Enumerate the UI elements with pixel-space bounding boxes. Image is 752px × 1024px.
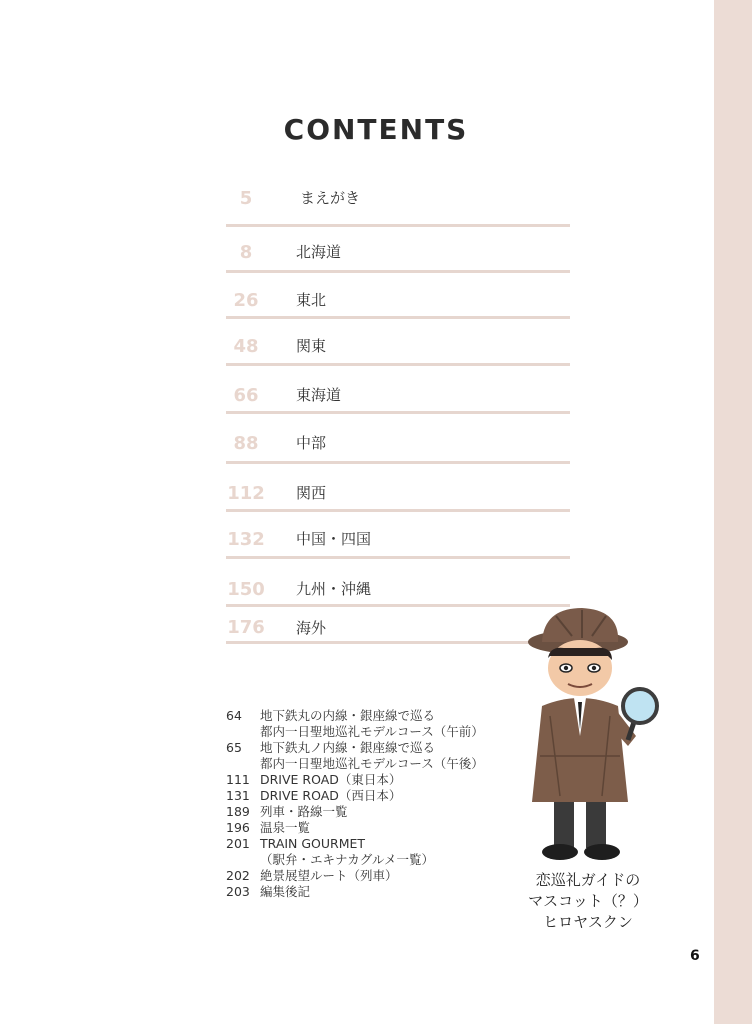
toc-item[interactable]: [226, 334, 570, 378]
extra-page-number: 202: [226, 868, 250, 883]
toc-divider: [226, 224, 570, 227]
extra-item-label: 列車・路線一覧: [260, 804, 348, 819]
toc-item[interactable]: [226, 481, 570, 525]
extra-item[interactable]: [226, 820, 516, 836]
hat-crown: [542, 608, 618, 642]
left-pupil: [564, 666, 568, 670]
extra-page-number: 131: [226, 788, 250, 803]
extra-item[interactable]: [226, 804, 516, 820]
toc-page-number: 132: [227, 529, 265, 550]
extra-page-number: 64: [226, 708, 242, 723]
side-color-strip: [714, 0, 752, 1024]
toc-page-number: 176: [227, 617, 265, 638]
toc-divider: [226, 604, 570, 607]
extra-page-number: 201: [226, 836, 250, 851]
extra-item[interactable]: [226, 788, 516, 804]
toc-divider: [226, 509, 570, 512]
left-shoe: [542, 844, 578, 860]
extra-item[interactable]: [226, 852, 516, 868]
extra-item-label: （駅弁・エキナカグルメ一覧）: [260, 852, 435, 867]
toc-item-label: 関西: [296, 484, 327, 502]
supplementary-contents: [226, 708, 516, 900]
toc-divider: [226, 363, 570, 366]
toc-item[interactable]: [226, 383, 570, 427]
toc-page-number: 48: [233, 336, 259, 357]
caption-line: マスコット（？）: [528, 892, 648, 910]
extra-item-label: 都内一日聖地巡礼モデルコース（午前）: [260, 724, 484, 739]
right-pupil: [592, 666, 596, 670]
page-number: 6: [690, 948, 700, 964]
extra-item-label: DRIVE ROAD（東日本）: [260, 772, 402, 787]
extra-item-label: 地下鉄丸ノ内線・銀座線で巡る: [260, 740, 436, 755]
right-shoe: [584, 844, 620, 860]
extra-item-label: 編集後記: [260, 884, 311, 899]
toc-item-label: 中部: [296, 434, 327, 452]
extra-item-label: 温泉一覧: [260, 820, 311, 835]
toc-item[interactable]: [226, 431, 570, 475]
extra-item-label: 絶景展望ルート（列車）: [260, 868, 398, 883]
extra-item[interactable]: [226, 724, 516, 740]
extra-page-number: 203: [226, 884, 250, 899]
toc-item[interactable]: [226, 617, 570, 649]
extra-item[interactable]: [226, 884, 516, 900]
extra-item[interactable]: [226, 740, 516, 756]
toc-item[interactable]: [226, 288, 570, 332]
extra-item-label: 地下鉄丸の内線・銀座線で巡る: [260, 708, 436, 723]
detective-mascot-illustration: [520, 606, 670, 862]
toc-divider: [226, 270, 570, 273]
toc-item[interactable]: [226, 186, 570, 230]
magnifier-icon: [623, 689, 657, 723]
mascot-caption: [512, 870, 664, 933]
toc-item-label: 関東: [296, 337, 327, 355]
toc-page-number: 66: [233, 385, 259, 406]
extra-item[interactable]: [226, 868, 516, 884]
toc-item-label: 中国・四国: [296, 530, 372, 548]
toc-page-number: 112: [227, 483, 265, 504]
toc-item-label: 北海道: [296, 243, 342, 261]
extra-item[interactable]: [226, 772, 516, 788]
toc-item[interactable]: [226, 577, 570, 617]
left-leg: [554, 802, 574, 848]
caption-line: 恋巡礼ガイドの: [535, 871, 641, 889]
extra-item[interactable]: [226, 756, 516, 772]
toc-page-number: 5: [239, 188, 253, 209]
toc-item-label: まえがき: [300, 189, 361, 207]
toc-page-number: 8: [239, 242, 253, 263]
toc-divider: [226, 556, 570, 559]
toc-item-label: 東海道: [296, 386, 342, 404]
toc-item[interactable]: [226, 527, 570, 571]
extra-page-number: 196: [226, 820, 250, 835]
extra-page-number: 189: [226, 804, 250, 819]
toc-item-label: 海外: [296, 619, 327, 637]
extra-page-number: 65: [226, 740, 242, 755]
extra-item-label: 都内一日聖地巡礼モデルコース（午後）: [260, 756, 484, 771]
extra-item-label: TRAIN GOURMET: [260, 836, 366, 851]
toc-page-number: 150: [227, 579, 265, 600]
toc-page-number: 88: [233, 433, 259, 454]
page-title: CONTENTS: [283, 113, 469, 146]
toc-page-number: 26: [233, 290, 259, 311]
toc-divider: [226, 316, 570, 319]
toc-divider: [226, 641, 570, 644]
toc-item-label: 東北: [296, 291, 327, 309]
toc-divider: [226, 461, 570, 464]
toc-item-label: 九州・沖縄: [296, 580, 372, 598]
caption-line: ヒロヤスクン: [543, 913, 633, 931]
right-leg: [586, 802, 606, 848]
toc-divider: [226, 411, 570, 414]
toc-item[interactable]: [226, 240, 570, 284]
extra-item[interactable]: [226, 708, 516, 724]
extra-item-label: DRIVE ROAD（西日本）: [260, 788, 402, 803]
extra-item[interactable]: [226, 836, 516, 852]
extra-page-number: 111: [226, 772, 250, 787]
